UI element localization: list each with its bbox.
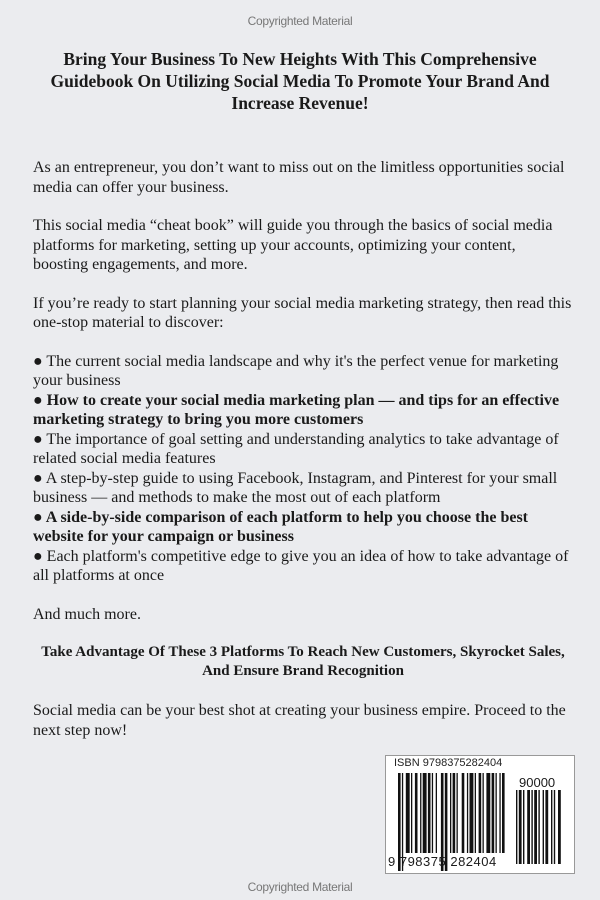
headline: Bring Your Business To New Heights With This Comprehensive Guidebook On Utilizing Social Media To Promote Your Brand And Increase Revenue!	[50, 49, 550, 113]
addon-bar	[551, 790, 552, 864]
subheadline: Take Advantage Of These 3 Platforms To Reach New Customers, Skyrocket Sales, And Ensure Brand Recognition	[41, 644, 565, 679]
barcode-bar	[415, 773, 418, 853]
barcode-bar	[428, 773, 431, 853]
barcode-bar	[470, 773, 474, 853]
and-more: And much more.	[33, 605, 141, 623]
list-item: ● Each platform's competitive edge to give you an idea of how to take advantage of all platforms at once	[33, 547, 569, 584]
barcode-bar	[499, 773, 500, 853]
addon-bar	[534, 790, 537, 864]
copyright-notice-bottom: Copyrighted Material	[247, 880, 353, 894]
addon-bar	[531, 790, 532, 864]
barcode-bar	[406, 773, 410, 853]
addon-bar	[516, 790, 517, 864]
barcode-bar	[496, 773, 497, 853]
addon-bar	[519, 790, 522, 864]
isbn-barcode	[385, 755, 575, 874]
barcode-bar	[450, 773, 451, 853]
list-item: ● The current social media landscape and why it's the perfect venue for marketing your business	[33, 352, 559, 389]
barcode-bar	[432, 773, 433, 853]
paragraph: This social media “cheat book” will guide you through the basics of social media platforms for marketing, setting up your accounts, optimizing your content, boosting engagements, and more.	[33, 217, 553, 273]
list-item: ● A side-by-side comparison of each platform to help you choose the best website for your campaign or business	[33, 508, 528, 545]
copyright-notice-top: Copyrighted Material	[247, 14, 353, 28]
barcode-bar	[467, 773, 468, 853]
barcode-bar	[423, 773, 427, 853]
barcode-bar	[462, 773, 465, 853]
addon-bar	[523, 790, 524, 864]
barcode-bar	[420, 773, 421, 853]
barcode-bar	[486, 773, 490, 853]
list-item: ● A step-by-step guide to using Facebook, Instagram, and Pinterest for your small business — and methods to make the most out of each platform	[33, 469, 558, 506]
barcode-bar	[411, 773, 412, 853]
addon-bar	[527, 790, 530, 864]
addon-bar	[558, 790, 561, 864]
paragraph: As an entrepreneur, you don’t want to miss out on the limitless opportunities social media can offer your business.	[33, 159, 565, 196]
barcode-bar	[483, 773, 484, 853]
addon-bar	[554, 790, 555, 864]
addon-bar	[543, 790, 544, 864]
back-cover-text	[33, 158, 573, 759]
addon-bar	[538, 790, 539, 864]
barcode-digits: 9 798375 282404	[388, 854, 497, 869]
barcode-bar	[492, 773, 495, 853]
barcode-bar	[453, 773, 456, 853]
price-addon: 90000	[519, 775, 556, 790]
list-item: ● The importance of goal setting and understanding analytics to take advantage of related social media features	[33, 430, 559, 467]
feature-list	[33, 352, 573, 586]
barcode-bar	[457, 773, 458, 853]
barcode-bar	[502, 773, 505, 853]
barcode-bar	[479, 773, 482, 853]
addon-bar	[545, 790, 548, 864]
isbn-label: ISBN 9798375282404	[394, 757, 503, 769]
closing-paragraph: Social media can be your best shot at creating your business empire. Proceed to the next step now!	[33, 702, 566, 739]
list-item: ● How to create your social media marketing plan — and tips for an effective marketing strategy to bring you more customers	[33, 391, 560, 428]
paragraph: If you’re ready to start planning your social media marketing strategy, then read this one-stop material to discover:	[33, 294, 572, 331]
barcode-bar	[475, 773, 476, 853]
barcode-bar	[436, 773, 437, 853]
